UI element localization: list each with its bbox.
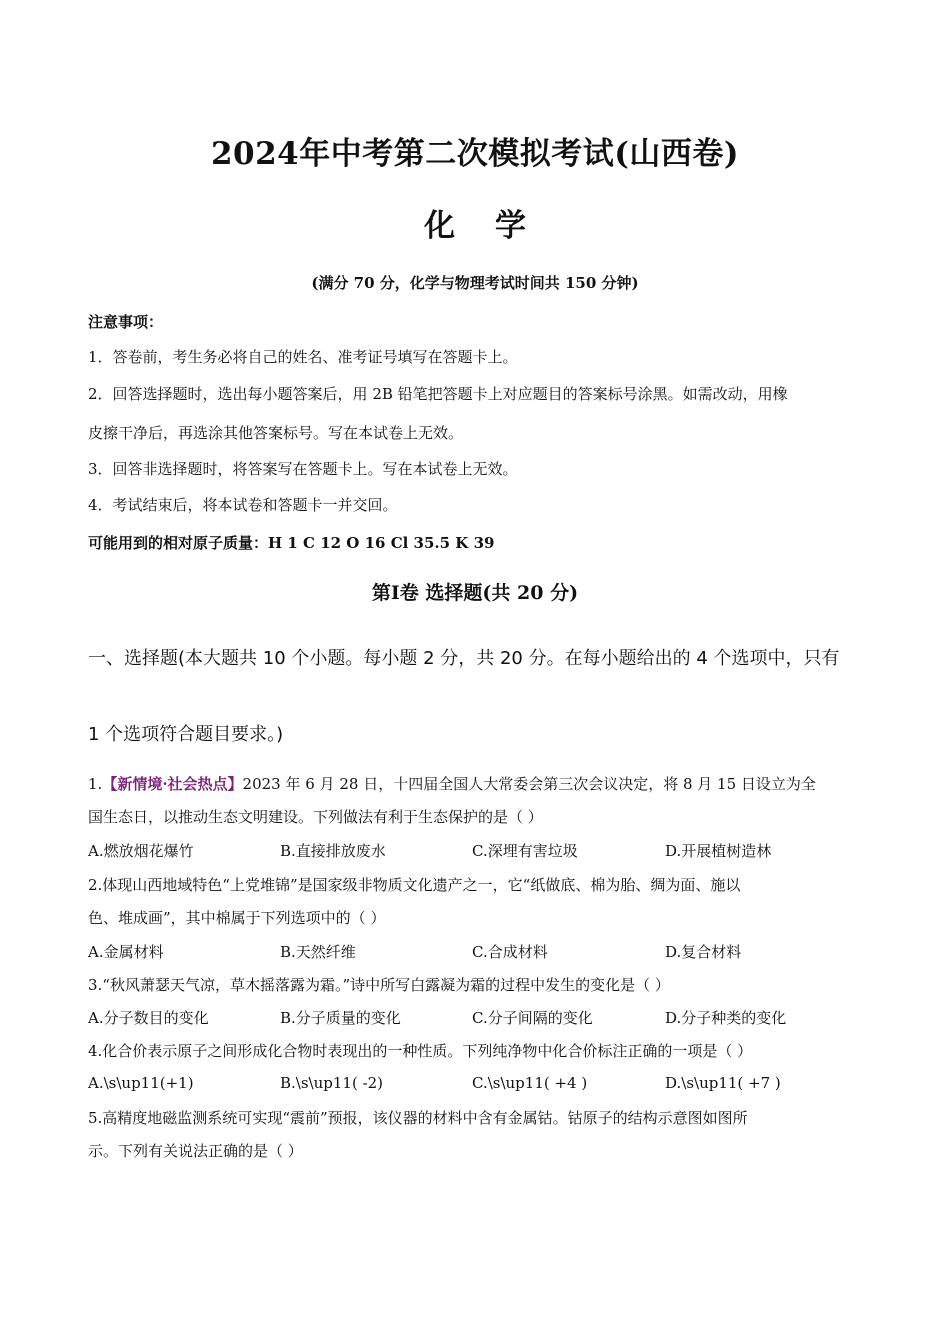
- part-instruction-line1: 一、选择题(本大题共 10 个小题。每小题 2 分，共 20 分。在每小题给出的 4 个选项中，只有: [88, 648, 840, 669]
- q3-option-c: C.分子间隔的变化: [472, 1009, 593, 1027]
- exam-title: 2024年中考第二次模拟考试(山西卷): [210, 136, 740, 172]
- q1-option-a: A.燃放烟花爆竹: [88, 842, 194, 860]
- instruction-3: 3．回答非选择题时，将答案写在答题卡上。写在本试卷上无效。: [88, 460, 518, 478]
- q2-option-a: A.金属材料: [88, 943, 164, 961]
- q3-option-a: A.分子数目的变化: [88, 1009, 209, 1027]
- question-2-line2: 色、堆成画”，其中棉属于下列选项中的（ ）: [88, 909, 386, 927]
- q3-option-d: D.分子种类的变化: [665, 1009, 787, 1027]
- subject-title: 化学: [424, 208, 566, 244]
- q4-option-d: D.\s\up11( +7 ): [665, 1074, 781, 1092]
- q2-option-b: B.天然纤维: [280, 943, 356, 961]
- q4-option-b: B.\s\up11( -2): [280, 1074, 384, 1092]
- instruction-4: 4．考试结束后，将本试卷和答题卡一并交回。: [88, 496, 398, 514]
- instruction-2a: 2．回答选择题时，选出每小题答案后，用 2B 铅笔把答题卡上对应题目的答案标号涂黑。如需改动，用橡: [88, 385, 788, 403]
- q1-option-c: C.深埋有害垃圾: [472, 842, 578, 860]
- q4-option-c: C.\s\up11( +4 ): [472, 1074, 588, 1092]
- q4-option-a: A.\s\up11(+1): [88, 1074, 194, 1092]
- question-1-line2: 国生态日，以推动生态文明建设。下列做法有利于生态保护的是（ ）: [88, 808, 543, 826]
- q1-option-d: D.开展植树造林: [665, 842, 772, 860]
- question-5-line2: 示。下列有关说法正确的是（ ）: [88, 1142, 303, 1160]
- q2-option-d: D.复合材料: [665, 943, 742, 961]
- question-number: 1.: [88, 775, 103, 793]
- q3-option-b: B.分子质量的变化: [280, 1009, 401, 1027]
- question-3: 3.“秋风萧瑟天气凉，草木摇落露为霜。”诗中所写白露凝为霜的过程中发生的变化是（ ）: [88, 976, 670, 994]
- question-tag: 【新情境·社会热点】: [102, 775, 243, 793]
- question-4: 4.化合价表示原子之间形成化合物时表现出的一种性质。下列纯净物中化合价标注正确的一项是（ ）: [88, 1042, 753, 1060]
- instruction-1: 1．答卷前，考生务必将自己的姓名、准考证号填写在答题卡上。: [88, 348, 518, 366]
- q2-option-c: C.合成材料: [472, 943, 548, 961]
- question-text: 2023 年 6 月 28 日，十四届全国人大常委会第三次会议决定，将 8 月 15 日设立为全: [242, 775, 816, 793]
- question-2: 2.体现山西地域特色“上党堆锦”是国家级非物质文化遗产之一，它“纸做底、棉为胎、绸为面、施以: [88, 876, 741, 894]
- q1-option-b: B.直接排放废水: [280, 842, 386, 860]
- section-title: 第Ⅰ卷 选择题(共 20 分): [371, 582, 579, 604]
- question-1: [88, 773, 816, 794]
- question-5: 5.高精度地磁监测系统可实现“震前”预报，该仪器的材料中含有金属钴。钴原子的结构示意图如图所: [88, 1109, 748, 1127]
- instructions-heading: 注意事项：: [88, 313, 164, 331]
- part-instruction-line2: 1 个选项符合题目要求。): [88, 724, 284, 745]
- atomic-mass: 可能用到的相对原子质量：H 1 C 12 O 16 Cl 35.5 K 39: [88, 534, 495, 552]
- exam-note: (满分 70 分，化学与物理考试时间共 150 分钟): [311, 274, 639, 292]
- instruction-2b: 皮擦干净后，再选涂其他答案标号。写在本试卷上无效。: [88, 424, 464, 442]
